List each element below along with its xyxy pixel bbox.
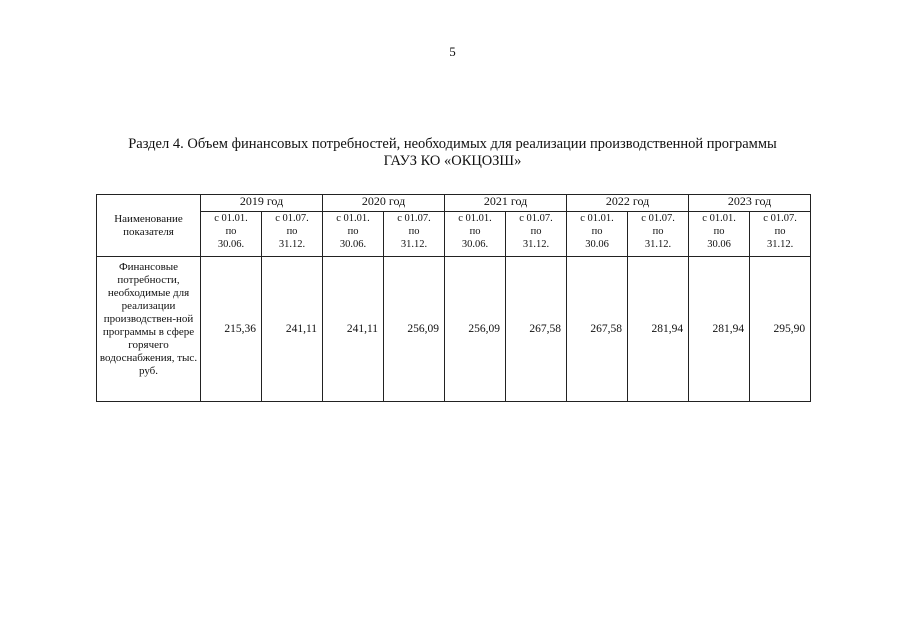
period-to-date: 30.06. — [339, 239, 367, 250]
period-to-word: по — [408, 226, 420, 237]
indicator-name-header: Наименование показателя — [97, 195, 201, 257]
financial-needs-table — [96, 194, 811, 402]
period-to-date: 30.06. — [217, 239, 245, 250]
section-heading-line-2: ГАУЗ КО «ОКЦОЗШ» — [383, 153, 522, 169]
period-header — [567, 212, 628, 257]
period-from: с 01.01. — [580, 213, 614, 224]
period-header — [262, 212, 323, 257]
period-to-date: 30.06. — [461, 239, 489, 250]
value-cell: 281,94 — [628, 257, 689, 402]
period-to-word: по — [652, 226, 664, 237]
period-to-date: 31.12. — [400, 239, 428, 250]
period-to-word: по — [286, 226, 298, 237]
period-from: с 01.07. — [275, 213, 309, 224]
period-to-date: 30.06 — [585, 239, 609, 250]
period-from: с 01.01. — [702, 213, 736, 224]
year-header-row — [97, 195, 811, 212]
period-header-row — [97, 212, 811, 257]
year-header-2020: 2020 год — [323, 195, 445, 212]
period-from: с 01.01. — [336, 213, 370, 224]
period-to-word: по — [713, 226, 725, 237]
indicator-name-cell: Финансовые потребности, необходимые для реализации производствен-ной программы в сфере горячего водоснабжения, тыс. руб. — [97, 257, 201, 402]
period-header — [445, 212, 506, 257]
period-from: с 01.01. — [458, 213, 492, 224]
year-header-2022: 2022 год — [567, 195, 689, 212]
value-cell: 267,58 — [567, 257, 628, 402]
period-header — [506, 212, 567, 257]
value-cell: 267,58 — [506, 257, 567, 402]
period-from: с 01.07. — [519, 213, 553, 224]
year-header-2023: 2023 год — [689, 195, 811, 212]
period-to-date: 31.12. — [766, 239, 794, 250]
value-cell: 215,36 — [201, 257, 262, 402]
period-from: с 01.01. — [214, 213, 248, 224]
period-to-word: по — [225, 226, 237, 237]
period-header — [750, 212, 811, 257]
value-cell: 295,90 — [750, 257, 811, 402]
period-header — [201, 212, 262, 257]
period-header — [689, 212, 750, 257]
period-to-date: 31.12. — [644, 239, 672, 250]
section-heading — [60, 136, 845, 170]
year-header-2019: 2019 год — [201, 195, 323, 212]
period-to-word: по — [530, 226, 542, 237]
page-number: 5 — [449, 44, 456, 59]
table-row — [97, 257, 811, 402]
period-to-word: по — [469, 226, 481, 237]
section-heading-line-1: Раздел 4. Объем финансовых потребностей, необходимых для реализации производственной программы — [128, 136, 777, 152]
period-to-date: 31.12. — [522, 239, 550, 250]
period-to-date: 30.06 — [707, 239, 731, 250]
value-cell: 241,11 — [323, 257, 384, 402]
period-from: с 01.07. — [641, 213, 675, 224]
year-header-2021: 2021 год — [445, 195, 567, 212]
period-from: с 01.07. — [763, 213, 797, 224]
period-header — [323, 212, 384, 257]
period-to-word: по — [347, 226, 359, 237]
value-cell: 241,11 — [262, 257, 323, 402]
period-to-date: 31.12. — [278, 239, 306, 250]
period-to-word: по — [591, 226, 603, 237]
period-header — [384, 212, 445, 257]
period-header — [628, 212, 689, 257]
period-to-word: по — [774, 226, 786, 237]
value-cell: 256,09 — [384, 257, 445, 402]
value-cell: 256,09 — [445, 257, 506, 402]
period-from: с 01.07. — [397, 213, 431, 224]
value-cell: 281,94 — [689, 257, 750, 402]
